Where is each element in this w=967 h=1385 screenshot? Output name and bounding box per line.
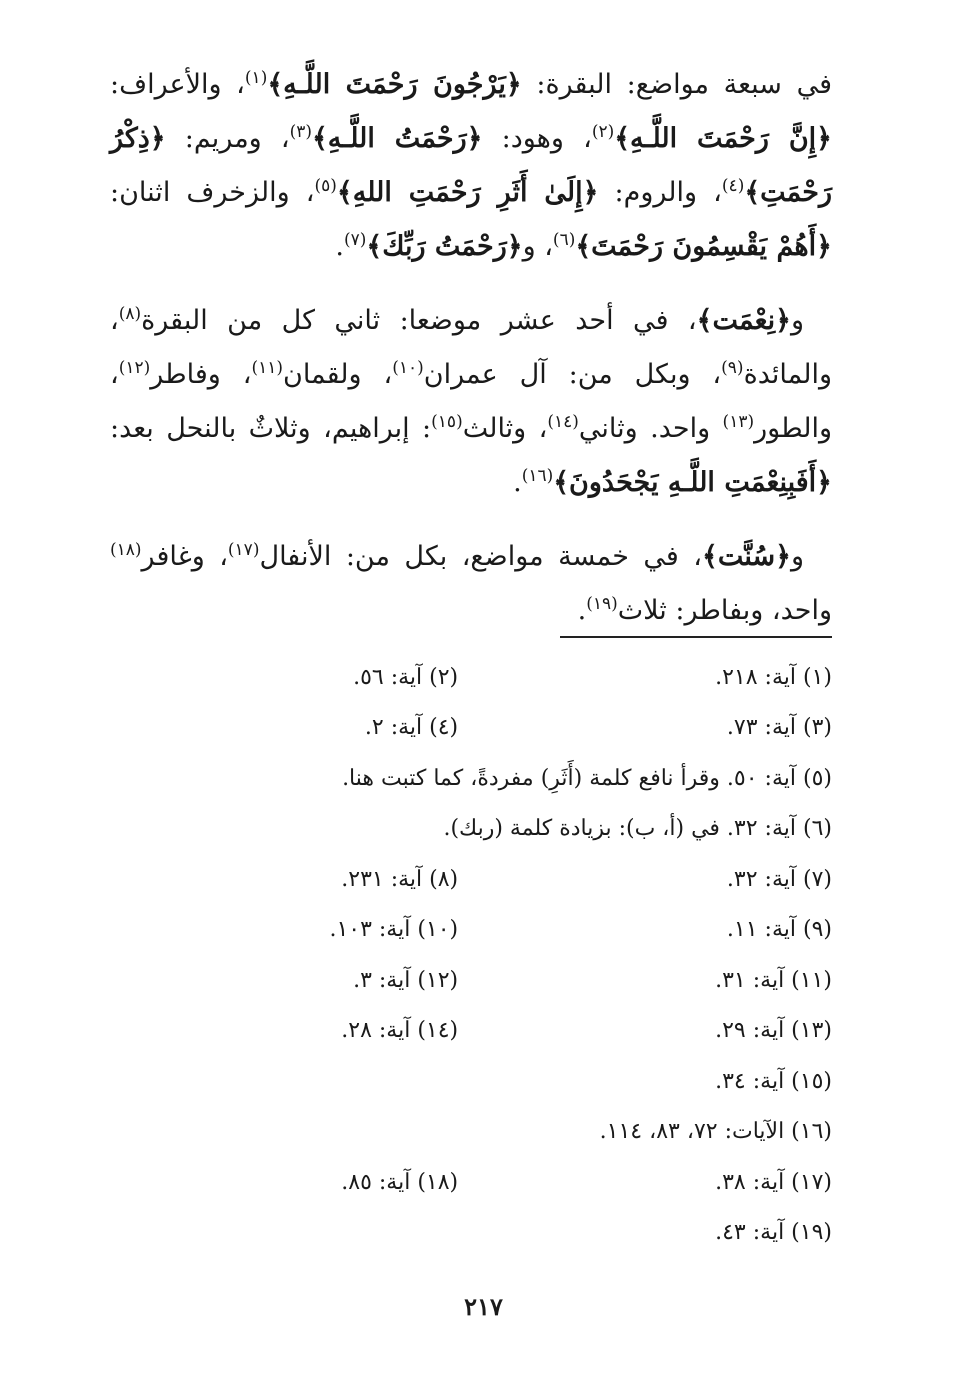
footnote-ref[interactable]: (٤) [721,176,745,196]
footnotes-section [200,652,832,1258]
text-run: ، والمائدة [110,305,832,390]
footnote-9: (٩) آية: ١١. [726,917,832,943]
footnote-ref[interactable]: (١٤) [547,412,579,432]
footnote-ref[interactable]: (١) [244,68,268,88]
text-run: . [577,595,587,626]
footnote-ref[interactable]: (١١) [251,358,283,378]
footnote-ref[interactable]: (١٣) [722,412,755,432]
footnote-10: (١٠) آية: ١٠٣. [329,917,459,943]
text-run: واحد، وبفاطر: ثلاث [617,595,832,626]
quran-quote: ﴿أَهُمْ يَقْسِمُونَ رَحْمَتَ﴾ [575,231,832,262]
text-run: : إبراهيم، وثلاثٌ بالنحل بعد: [110,413,432,444]
footnote-row [200,753,832,804]
footnote-8: (٨) آية: ٢٣١. [341,866,459,892]
footnote-3: (٣) آية: ٧٣. [726,715,832,741]
footnote-row [200,905,832,956]
footnote-13: (١٣) آية: ٢٩. [715,1018,832,1044]
text-run: ، ولقمان [282,359,393,390]
footnote-6: (٦) آية: ٣٢. في (أ، ب): بزيادة كلمة (ربك). [443,816,832,842]
text-run: في سبعة مواضع: البقرة: [521,69,832,100]
text-run: . [335,231,344,262]
footnote-ref[interactable]: (١٨) [110,540,142,560]
footnote-row [200,1208,832,1259]
text-run: ، والروم: [598,177,722,208]
footnote-row [200,1056,832,1107]
text-run: ، وبكل من: آل عمران [423,359,722,390]
footnote-row [200,703,832,754]
footnote-row [200,955,832,1006]
footnote-ref[interactable]: (١٧) [227,540,260,560]
quran-quote: ﴿ذِكْرُ رَحْمَتِ﴾ [110,123,832,208]
page-number: ٢١٧ [464,1292,503,1321]
text-run: ، والزخرف اثنان: [110,177,315,208]
footnote-19: (١٩) آية: ٤٣. [715,1220,832,1246]
footnote-ref[interactable]: (١٥) [431,412,463,432]
footnote-ref[interactable]: (٧) [343,230,367,250]
paragraph-nimat [110,294,832,510]
footnote-row [200,854,832,905]
quran-quote: ﴿يَرْجُونَ رَحْمَتَ اللَّـهِ﴾ [267,69,522,100]
footnote-ref[interactable]: (٩) [721,358,744,378]
footnote-row [200,652,832,703]
text-run: ، والطور [110,359,832,444]
text-run: ، و [522,231,553,262]
text-run: ، في خمسة مواضع، بكل من: الأنفال [259,541,702,572]
footnote-ref[interactable]: (١٩) [586,594,618,614]
quran-quote: ﴿سُنَّت﴾ [702,541,791,572]
footnote-row [200,1157,832,1208]
paragraph-rahmat [110,58,832,274]
footnote-ref[interactable]: (٣) [289,122,312,142]
footnote-divider [560,636,832,638]
footnote-16: (١٦) الآيات: ٧٢، ٨٣، ١١٤. [599,1119,832,1145]
footnote-11: (١١) آية: ٣١. [715,967,832,993]
text-run: واحد. وثاني [578,413,723,444]
text-run: ، في أحد عشر موضعا: ثاني كل من البقرة [141,305,697,336]
quran-quote: ﴿نِعْمَت﴾ [696,305,791,336]
footnote-row [200,1107,832,1158]
text-run: ، وهود: [482,123,592,154]
footnote-ref[interactable]: (١٦) [521,466,554,486]
footnote-1: (١) آية: ٢١٨. [715,664,832,690]
text-run: ، والأعراف: [110,69,245,100]
footnote-18: (١٨) آية: ٨٥. [341,1169,459,1195]
footnote-ref[interactable]: (١٠) [392,358,424,378]
quran-quote: ﴿إِلَىٰ أَثَرِ رَحْمَتِ اللهِ﴾ [336,177,599,208]
page-body [110,58,832,658]
quran-quote: ﴿رَحْمَتُ رَبِّكَ﴾ [366,231,523,262]
quran-quote: ﴿رَحْمَتُ اللَّـهِ﴾ [311,123,483,154]
quran-quote: ﴿أَفَبِنِعْمَتِ اللَّـهِ يَجْحَدُونَ﴾ [553,467,832,498]
footnote-2: (٢) آية: ٥٦. [353,664,459,690]
text-run: ، ومريم: [165,123,290,154]
paragraph-sunnat [110,530,832,638]
text-run: . [513,467,522,498]
footnote-5: (٥) آية: ٥٠. وقرأ نافع كلمة (أَثَرِ) مفردةً، كما كتبت هنا. [342,765,832,791]
quran-quote: ﴿إِنَّ رَحْمَتَ اللَّـهِ﴾ [614,123,832,154]
footnote-17: (١٧) آية: ٣٨. [715,1169,832,1195]
footnote-row [200,1006,832,1057]
footnote-ref[interactable]: (٦) [552,230,576,250]
footnote-15: (١٥) آية: ٣٤. [715,1068,832,1094]
footnote-7: (٧) آية: ٣٢. [726,866,832,892]
footnote-ref[interactable]: (٢) [591,122,615,142]
text-run: ، وفاطر [150,359,252,390]
footnote-ref[interactable]: (٥) [314,176,337,196]
footnote-12: (١٢) آية: ٣. [353,967,459,993]
footnote-ref[interactable]: (٨) [118,304,142,324]
text-run: ، وثالث [462,413,548,444]
text-run: و [790,305,804,336]
text-run: ، وغافر [141,541,228,572]
text-run: و [790,541,804,572]
footnote-4: (٤) آية: ٢. [364,715,459,741]
footnote-row [200,804,832,855]
footnote-ref[interactable]: (١٢) [118,358,151,378]
footnote-14: (١٤) آية: ٢٨. [341,1018,459,1044]
